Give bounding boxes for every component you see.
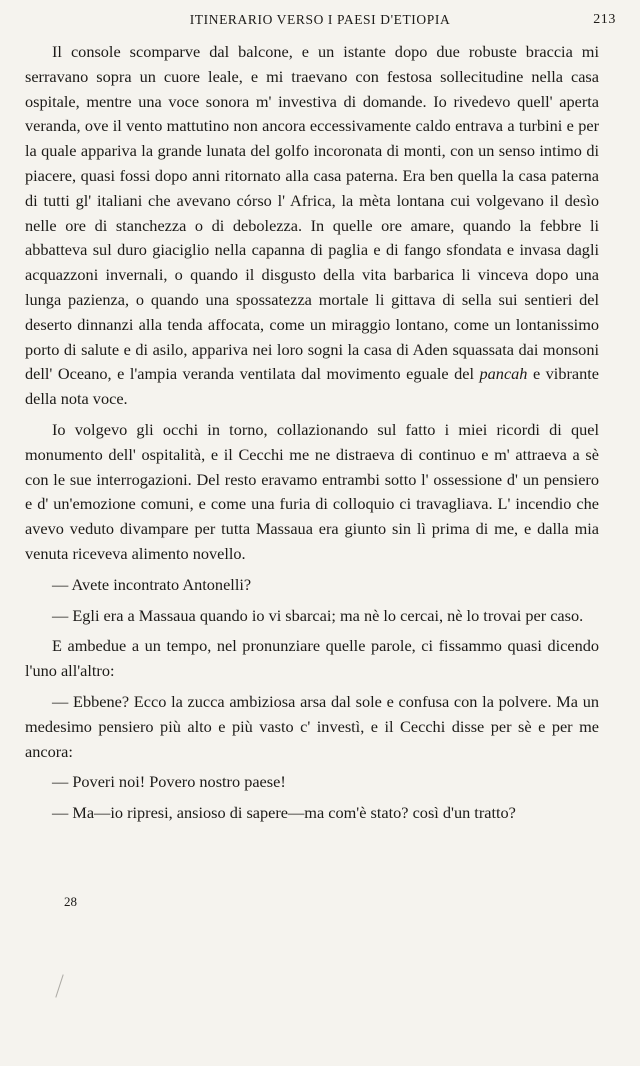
body-text (25, 40, 599, 832)
dialogue-line: — Egli era a Massaua quando io vi sbarcai; ma nè lo cercai, nè lo trovai per caso. (52, 605, 584, 625)
paragraph-text: e vibrante della nota voce. (25, 364, 600, 409)
paragraph: E ambedue a un tempo, nel pronunziare quelle parole, ci fissammo quasi dicendo l'uno all'altro: (25, 636, 599, 681)
paragraph (25, 40, 599, 412)
running-head (24, 12, 616, 32)
page-number: 213 (593, 12, 616, 27)
dialogue-line: — Poveri noi! Povero nostro paese! (52, 772, 286, 792)
paragraph: Io volgevo gli occhi in torno, collazionando sul fatto i miei ricordi di quel monumento dell' ospitalità, e il Cecchi me ne distraeva di continuo e m' attraeva a sè con le sue interrogazioni. Del resto eravamo entrambi sotto l' ossessione d' un pensiero e d' un'emozione comuni, e come una furia di colloquio ci travagliava. L' incendio che avevo veduto divampare per tutta Massaua era giunto sin lì prima di me, e dalla mia venuta riceveva alimento novello. (25, 419, 599, 563)
running-head-title: ITINERARIO VERSO I PAESI D'ETIOPIA (189, 12, 451, 27)
italic-word: pancah (479, 364, 528, 384)
paragraph-text: Il console scomparve dal balcone, e un istante dopo due robuste braccia mi serravano sopra un cuore leale, e mi traevano con festosa sollecitudine nella casa ospitale, mentre una voce sonora m' investiva di domande. Io rivedevo quell' aperta veranda, ove il vento mattutino non ancora eccessivamente caldo entrava a turbini e per la quale appariva la grande lunata del golfo incoronata di monti, con un senso intimo di piacere, quasi fossi dopo anni ritornato alla casa paterna. Era ben quella la casa paterna di tutti gl' italiani che avevano córso l' Africa, la mèta lontana cui volgevano il desìo nelle ore di stanchezza o di debolezza. In quelle ore amare, quando la febbre li abbatteva sul duro giaciglio nella capanna di paglia e di fango sfondata e invasa dagli acquazzoni invernali, o quando il disgusto della vita barbarica li vinceva dopo una lunga pazienza, o quando una spossatezza mortale li gittava di sella sui sentieri del deserto dinnanzi alla tenda affocata, come un miraggio lontano, come un lontanissimo porto di salute e di asilo, appariva nei loro sogni la casa di Aden squassata dai monsoni dell' Oceano, e l'ampia veranda ventilata dal movimento eguale del (25, 42, 599, 384)
stray-pencil-mark (55, 974, 63, 997)
dialogue-line: — Avete incontrato Antonelli? (52, 574, 252, 594)
dialogue-line: — Ebbene? Ecco la zucca ambiziosa arsa dal sole e confusa con la polvere. Ma un medesimo pensiero più alto e più vasto c' investì, e il Cecchi disse per sè e per me ancora: (25, 691, 599, 761)
signature-mark: 28 (64, 894, 77, 909)
dialogue-line: — Ma—io ripresi, ansioso di sapere—ma com'è stato? così d'un tratto? (52, 803, 516, 823)
